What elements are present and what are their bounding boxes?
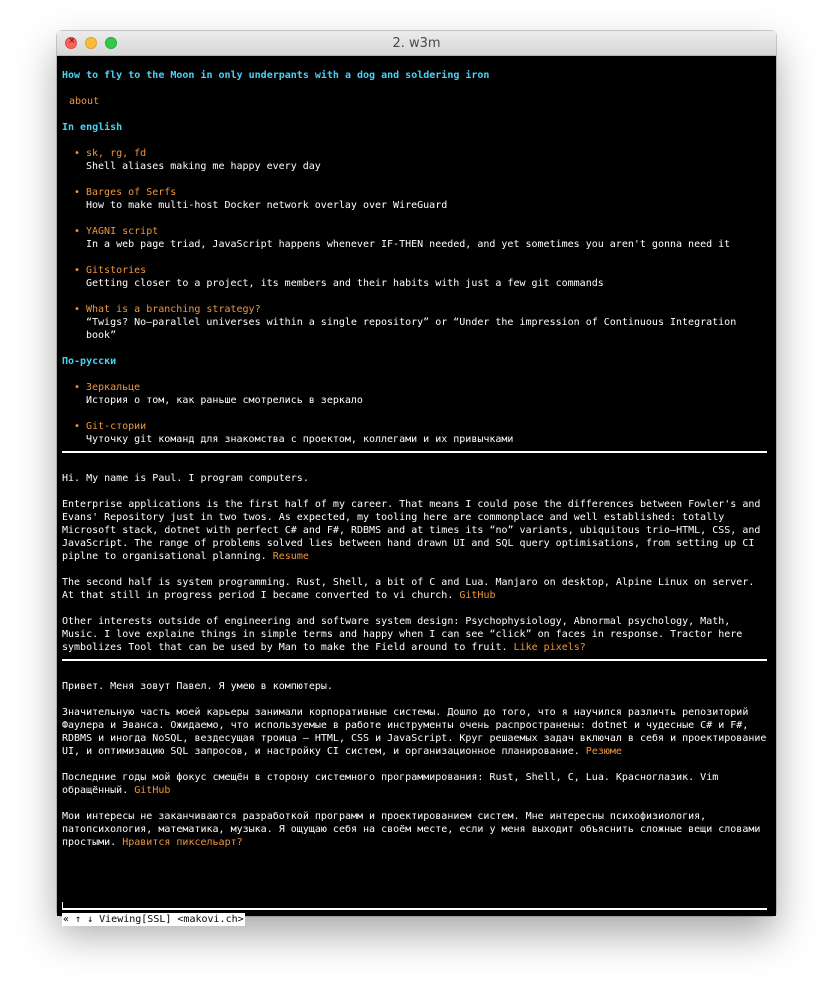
list-item [62, 420, 767, 446]
title-bar[interactable] [57, 31, 776, 56]
list-item [62, 303, 767, 342]
horizontal-rule [62, 659, 767, 661]
horizontal-rule [62, 451, 767, 453]
resume-link[interactable]: Resume [272, 551, 309, 562]
english-heading: In english [62, 122, 123, 133]
en-paragraph-3 [62, 615, 767, 654]
bullet-icon: • [74, 265, 81, 276]
article-description: Shell aliases making me happy every day [86, 161, 321, 172]
ru-paragraph-2 [62, 771, 767, 797]
github-link-ru[interactable]: GitHub [134, 785, 171, 796]
status-area [62, 902, 767, 926]
article-link[interactable]: sk, rg, fd [86, 148, 147, 159]
bullet-icon: • [74, 226, 81, 237]
article-description: In a web page triad, JavaScript happens whenever IF-THEN needed, and yet sometimes you aren't gonna need it [86, 239, 731, 250]
en-paragraph-1 [62, 498, 767, 563]
close-icon: × [68, 36, 76, 46]
bullet-icon: • [74, 421, 81, 432]
pixels-link[interactable]: Like pixels? [513, 642, 586, 653]
paragraph-text: Enterprise applications is the first half of my career. That means I could pose the differences between Fowler's and Evans' Repository just in two twos. As expected, my tooling here are commonplace and well established: totally Microsoft stack, dotnet with perfect C# and F#, RDBMS and at times its “no” variants, ubiquitous trio—HTML, CSS, and JavaScript. The range of problems solved lies between hand drawn UI and SQL query optimisations, from setting up CI piplne to organisational planning. [62, 499, 761, 562]
about-link[interactable]: about [69, 96, 100, 107]
ru-intro: Привет. Меня зовут Павел. Я умею в компютеры. [62, 681, 333, 692]
pixels-link-ru[interactable]: Нравится пиксельарт? [122, 837, 243, 848]
github-link[interactable]: GitHub [459, 590, 496, 601]
paragraph-text: Последние годы мой фокус смещён в сторону системного программирования: Rust, Shell, C, Lua. Красноглазик. Vim обращённый. [62, 772, 719, 796]
status-bar [62, 913, 245, 926]
page-heading: How to fly to the Moon in only underpants with a dog and soldering iron [62, 70, 490, 81]
en-paragraph-2 [62, 576, 767, 602]
bullet-icon: • [74, 187, 81, 198]
bullet-icon: • [74, 304, 81, 315]
article-description: Getting closer to a project, its members and their habits with just a few git commands [86, 278, 604, 289]
article-link[interactable]: Git-стории [86, 421, 147, 432]
ru-paragraph-3 [62, 810, 767, 849]
list-item [62, 381, 767, 407]
article-link[interactable]: Gitstories [86, 265, 147, 276]
article-description: How to make multi-host Docker network overlay over WireGuard [86, 200, 448, 211]
list-item [62, 264, 767, 290]
paragraph-text: Мои интересы не заканчиваются разработкой программ и проектированием систем. Мне интересны психофизиология, патопсихология, математика, музыка. Я ощущаю себя на своём месте, если у меня выходит объяснить сложные вещи словами простыми. [62, 811, 761, 848]
article-description: Чуточку git команд для знакомства с проектом, коллегами и их привычками [86, 434, 514, 445]
window-title: 2. w3m [392, 36, 441, 51]
paragraph-text: Значительную часть моей карьеры занимали корпоративные системы. Дошло до того, что я научился различть репозиторий Фаулера и Эванса. Ожидаемо, что используемые в работе инструменты очень распространены: dotnet и чудесные C# и F#, RDBMS и иногда NoSQL, вездесущая троица — HTML, CSS и JavaScript. Круг решаемых задач включал в себя и проектирование UI, и оптимизацию SQL запросов, и настройку CI систем, и организационное планирование. [62, 707, 767, 757]
paragraph-text: The second half is system programming. Rust, Shell, a bit of C and Lua. Manjaro on desktop, Alpine Linux on server. At that still in progress period I became converted to vi church. [62, 577, 755, 601]
terminal-area[interactable] [57, 56, 776, 925]
article-description: История о том, как раньше смотрелись в зеркало [86, 395, 363, 406]
article-link[interactable]: Barges of Serfs [86, 187, 177, 198]
ru-paragraph-1 [62, 706, 767, 758]
list-item [62, 147, 767, 173]
russian-heading: По-русски [62, 356, 117, 367]
terminal-window [57, 31, 776, 925]
status-text: Viewing[SSL] <makovi.ch> [99, 914, 244, 925]
article-link[interactable]: What is a branching strategy? [86, 304, 261, 315]
bullet-icon: • [74, 148, 81, 159]
page-content [62, 69, 767, 849]
nav-arrows-icon: « ↑ ↓ [63, 914, 94, 925]
list-item [62, 186, 767, 212]
horizontal-rule [62, 908, 767, 910]
resume-link-ru[interactable]: Резюме [585, 746, 622, 757]
list-item [62, 225, 767, 251]
russian-article-list [62, 381, 767, 446]
article-link[interactable]: Зеркальце [86, 382, 141, 393]
bullet-icon: • [74, 382, 81, 393]
en-intro: Hi. My name is Paul. I program computers. [62, 473, 309, 484]
article-link[interactable]: YAGNI script [86, 226, 159, 237]
english-article-list [62, 147, 767, 342]
article-description: “Twigs? No—parallel universes within a single repository” or “Under the impression of Continuous Integration book” [86, 317, 737, 341]
paragraph-text: Other interests outside of engineering and software system design: Psychophysiology, Abnormal psychology, Math, Music. I love explaine things in simple terms and happy when I can see “click” on faces in response. Tractor here symbolizes Tool that can be used by Man to make the Field around to fruit. [62, 616, 743, 653]
